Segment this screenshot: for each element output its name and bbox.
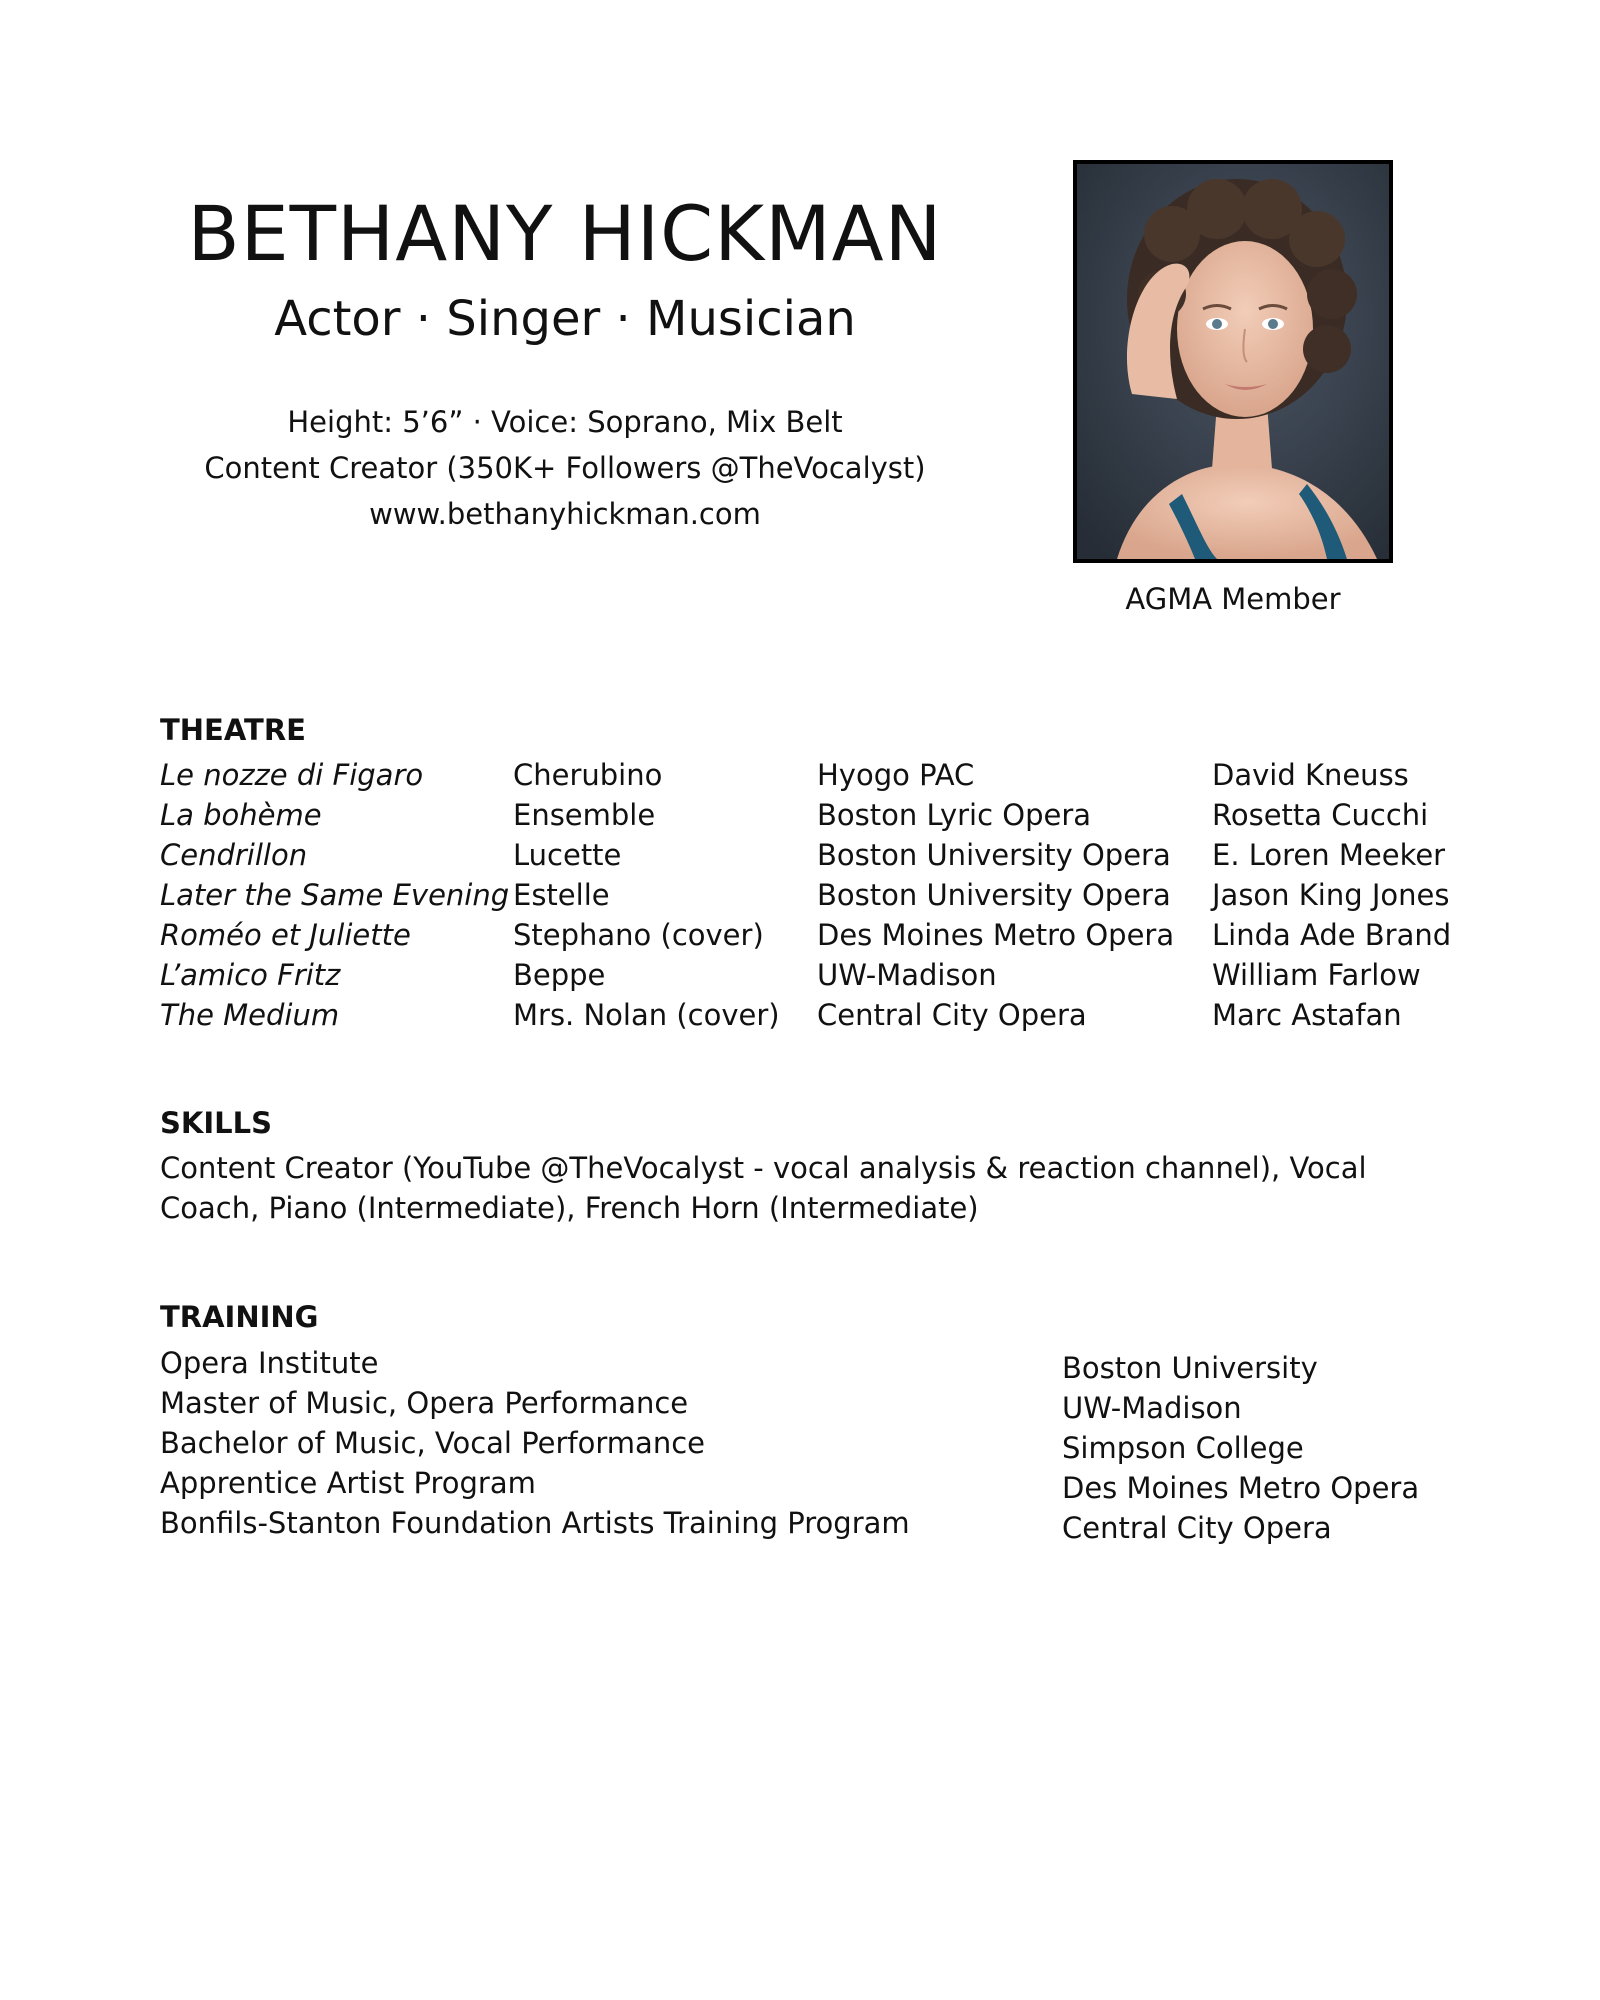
table-row [160, 955, 1480, 995]
role: Estelle [513, 878, 610, 912]
skills-description: Content Creator (YouTube @TheVocalyst - vocal analysis & reaction channel), Vocal Coach, Piano (Intermediate), French Horn (Intermediate) [160, 1151, 1367, 1225]
list-item: UW-Madison [1062, 1391, 1242, 1425]
director: E. Loren Meeker [1212, 838, 1446, 872]
table-row [160, 915, 1480, 955]
list-item: Bachelor of Music, Vocal Performance [160, 1426, 705, 1460]
training-programs [160, 1343, 980, 1543]
production-title: Le nozze di Figaro [160, 758, 424, 792]
theatre-credits-table [160, 755, 1480, 1035]
company: Boston Lyric Opera [817, 798, 1092, 832]
training-heading: TRAINING [160, 1300, 319, 1334]
director: Jason King Jones [1212, 878, 1450, 912]
content-creator-line: Content Creator (350K+ Followers @TheVocalyst) [204, 450, 926, 485]
company: Hyogo PAC [817, 758, 975, 792]
role: Mrs. Nolan (cover) [513, 998, 780, 1032]
table-row [160, 835, 1480, 875]
performer-details [160, 399, 970, 537]
director: Marc Astafan [1212, 998, 1402, 1032]
production-title: The Medium [160, 998, 340, 1032]
table-row [160, 995, 1480, 1035]
production-title: Roméo et Juliette [160, 918, 411, 952]
role: Beppe [513, 958, 606, 992]
performer-name: BETHANY HICKMAN [187, 189, 943, 278]
list-item: Boston University [1062, 1351, 1318, 1385]
role: Stephano (cover) [513, 918, 764, 952]
website-link[interactable]: www.bethanyhickman.com [369, 496, 761, 531]
company: Boston University Opera [817, 838, 1171, 872]
director: Linda Ade Brand [1212, 918, 1452, 952]
role: Ensemble [513, 798, 656, 832]
company: Des Moines Metro Opera [817, 918, 1175, 952]
performer-tagline: Actor · Singer · Musician [274, 291, 856, 348]
production-title: L’amico Fritz [160, 958, 341, 992]
director: David Kneuss [1212, 758, 1409, 792]
list-item: Opera Institute [160, 1346, 379, 1380]
theatre-heading: THEATRE [160, 713, 306, 747]
production-title: La bohème [160, 798, 322, 832]
role: Cherubino [513, 758, 663, 792]
company: Central City Opera [817, 998, 1087, 1032]
stats-line: Height: 5’6” · Voice: Soprano, Mix Belt [287, 404, 843, 439]
list-item: Des Moines Metro Opera [1062, 1471, 1420, 1505]
role: Lucette [513, 838, 622, 872]
list-item: Bonfils-Stanton Foundation Artists Training Program [160, 1506, 910, 1540]
list-item: Master of Music, Opera Performance [160, 1386, 689, 1420]
headshot-photo [1073, 160, 1393, 563]
list-item: Apprentice Artist Program [160, 1466, 536, 1500]
company: UW-Madison [817, 958, 997, 992]
table-row [160, 795, 1480, 835]
director: Rosetta Cucchi [1212, 798, 1429, 832]
production-title: Later the Same Evening [160, 878, 510, 912]
training-institutions [1062, 1348, 1462, 1548]
table-row [160, 875, 1480, 915]
company: Boston University Opera [817, 878, 1171, 912]
list-item: Simpson College [1062, 1431, 1304, 1465]
agma-membership: AGMA Member [1125, 582, 1341, 616]
list-item: Central City Opera [1062, 1511, 1332, 1545]
table-row [160, 755, 1480, 795]
resume-header [160, 190, 970, 537]
skills-heading: SKILLS [160, 1106, 272, 1140]
production-title: Cendrillon [160, 838, 308, 872]
director: William Farlow [1212, 958, 1421, 992]
